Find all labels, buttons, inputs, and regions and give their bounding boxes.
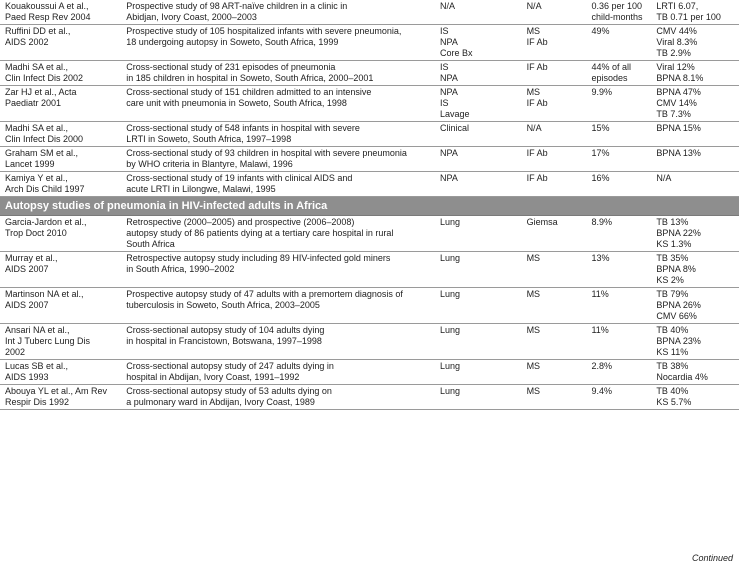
method-cell-line: MS [526,253,541,263]
method-cell [523,0,588,25]
reference-cell-line: Trop Doct 2010 [5,228,67,238]
specimen-cell [436,25,523,61]
findings-cell [652,172,739,197]
rate-cell [587,360,652,385]
rate-cell [587,216,652,252]
method-cell [523,172,588,197]
reference-cell-line: Respir Dis 1992 [5,397,70,407]
method-cell [523,25,588,61]
section-header-row [0,197,739,216]
reference-cell-line: Int J Tuberc Lung Dis [5,336,91,346]
study-design-cell-line: hospital in Abdijan, Ivory Coast, 1991–1992 [126,372,300,382]
reference-cell-line: Paed Resp Rev 2004 [5,12,91,22]
reference-cell-line: AIDS 2007 [5,264,49,274]
findings-cell-line: TB 38% [656,361,689,371]
method-cell-line: N/A [526,123,542,133]
rate-cell-line: 9.4% [591,386,612,396]
method-cell-line: MS [526,361,541,371]
findings-cell-line: TB 13% [656,217,689,227]
rate-cell [587,385,652,410]
specimen-cell-line: NPA [440,148,458,158]
study-design-cell [122,61,436,86]
specimen-cell-line: Clinical [440,123,470,133]
reference-cell [0,252,122,288]
reference-cell-line: Martinson NA et al., [5,289,84,299]
specimen-cell-line: IS [440,98,449,108]
reference-cell [0,147,122,172]
rate-cell [587,25,652,61]
specimen-cell [436,288,523,324]
findings-cell-line: CMV 14% [656,98,697,108]
findings-cell-line: KS 5.7% [656,397,692,407]
reference-cell-line: Lancet 1999 [5,159,55,169]
table-row [0,172,739,197]
method-cell [523,385,588,410]
method-cell [523,61,588,86]
findings-cell [652,0,739,25]
method-cell [523,122,588,147]
study-design-cell-line: in 185 children in hospital in Soweto, South Africa, 2000–2001 [126,73,374,83]
study-design-cell-line: Cross-sectional study of 151 children admitted to an intensive [126,87,372,97]
study-design-cell-line: care unit with pneumonia in Soweto, South Africa, 1998 [126,98,347,108]
specimen-cell [436,147,523,172]
section-title: Autopsy studies of pneumonia in HIV-infected adults in Africa [0,197,739,216]
reference-cell [0,86,122,122]
table-row [0,216,739,252]
study-design-cell [122,122,436,147]
table-body-top [0,0,739,197]
rate-cell [587,61,652,86]
study-design-cell [122,216,436,252]
method-cell-line: IF Ab [526,173,548,183]
study-design-cell-line: in South Africa, 1990–2002 [126,264,235,274]
table-row [0,25,739,61]
table-section-header [0,197,739,216]
findings-cell-line: Viral 8.3% [656,37,698,47]
reference-cell-line: 2002 [5,347,26,357]
method-cell [523,86,588,122]
specimen-cell-line: IS [440,26,449,36]
study-design-cell-line: Retrospective (2000–2005) and prospective (2006–2008) [126,217,355,227]
study-design-cell-line: Cross-sectional study of 231 episodes of pneumonia [126,62,336,72]
reference-cell-line: Ruffini DD et al., [5,26,71,36]
rate-cell [587,324,652,360]
study-design-cell-line: a pulmonary ward in Abdijan, Ivory Coast, 1989 [126,397,315,407]
specimen-cell-line: Lavage [440,109,470,119]
findings-cell [652,288,739,324]
method-cell-line: N/A [526,1,542,11]
specimen-cell-line: Lung [440,289,461,299]
specimen-cell [436,86,523,122]
reference-cell [0,122,122,147]
findings-cell-line: KS 1.3% [656,239,692,249]
study-design-cell-line: Cross-sectional autopsy study of 53 adults dying on [126,386,332,396]
specimen-cell [436,172,523,197]
reference-cell [0,216,122,252]
method-cell-line: IF Ab [526,148,548,158]
findings-cell-line: TB 40% [656,386,689,396]
findings-cell-line: N/A [656,173,672,183]
rate-cell-line: 11% [591,325,609,335]
reference-cell-line: AIDS 1993 [5,372,49,382]
table-body-bottom [0,216,739,410]
specimen-cell-line: Lung [440,253,461,263]
method-cell [523,288,588,324]
reference-cell-line: Clin Infect Dis 2000 [5,134,84,144]
specimen-cell [436,324,523,360]
study-design-cell-line: LRTI in Soweto, South Africa, 1997–1998 [126,134,292,144]
reference-cell [0,360,122,385]
continued-label: Continued [691,553,733,563]
study-design-cell-line: tuberculosis in Soweto, South Africa, 2003–2005 [126,300,320,310]
method-cell-line: MS [526,87,541,97]
reference-cell-line: AIDS 2002 [5,37,49,47]
reference-cell [0,61,122,86]
rate-cell-line: 15% [591,123,610,133]
findings-cell-line: BPNA 8.1% [656,73,704,83]
reference-cell [0,288,122,324]
reference-cell-line: Kamiya Y et al., [5,173,68,183]
specimen-cell-line: NPA [440,87,458,97]
rate-cell-line: 13% [591,253,610,263]
rate-cell-line: 0.36 per 100 [591,1,643,11]
reference-cell-line: Lucas SB et al., [5,361,69,371]
table-row [0,86,739,122]
method-cell-line: MS [526,26,541,36]
table-row [0,122,739,147]
method-cell-line: IF Ab [526,62,548,72]
reference-cell-line: Kouakoussui A et al., [5,1,89,11]
specimen-cell-line: Lung [440,386,461,396]
findings-cell-line: TB 0.71 per 100 [656,12,721,22]
study-design-cell [122,252,436,288]
reference-cell-line: Clin Infect Dis 2002 [5,73,84,83]
study-design-cell-line: acute LRTI in Lilongwe, Malawi, 1995 [126,184,276,194]
study-design-cell-line: 18 undergoing autopsy in Soweto, South Africa, 1999 [126,37,339,47]
reference-cell-line: Ansari NA et al., [5,325,70,335]
specimen-cell-line: IS [440,62,449,72]
reference-cell [0,172,122,197]
method-cell [523,252,588,288]
reference-cell-line: Zar HJ et al., Acta [5,87,77,97]
reference-cell-line: Arch Dis Child 1997 [5,184,85,194]
study-design-cell [122,172,436,197]
specimen-cell-line: Lung [440,325,461,335]
reference-cell [0,385,122,410]
study-design-cell-line: Cross-sectional autopsy study of 247 adults dying in [126,361,334,371]
findings-cell-line: KS 2% [656,275,684,285]
specimen-cell [436,122,523,147]
study-design-cell [122,25,436,61]
study-design-cell [122,86,436,122]
study-design-cell [122,324,436,360]
specimen-cell [436,0,523,25]
study-design-cell [122,385,436,410]
findings-cell-line: Viral 12% [656,62,695,72]
findings-cell-line: TB 2.9% [656,48,691,58]
findings-cell-line: TB 35% [656,253,689,263]
findings-cell-line: BPNA 15% [656,123,701,133]
reference-cell-line: Graham SM et al., [5,148,79,158]
study-design-cell-line: autopsy study of 86 patients dying at a tertiary care hospital in rural [126,228,394,238]
findings-cell [652,216,739,252]
method-cell-line: Giemsa [526,217,558,227]
rate-cell-line: 9.9% [591,87,612,97]
rate-cell-line: 11% [591,289,609,299]
reference-cell-line: Abouya YL et al., Am Rev [5,386,108,396]
study-design-cell-line: Prospective autopsy study of 47 adults with a premortem diagnosis of [126,289,403,299]
study-design-cell [122,288,436,324]
study-design-cell-line: Cross-sectional study of 93 children in hospital with severe pneumonia [126,148,407,158]
specimen-cell [436,385,523,410]
rate-cell [587,172,652,197]
specimen-cell-line: NPA [440,173,458,183]
table-row [0,385,739,410]
method-cell [523,360,588,385]
findings-cell-line: TB 7.3% [656,109,691,119]
findings-cell [652,385,739,410]
findings-cell [652,252,739,288]
reference-cell [0,0,122,25]
findings-cell-line: CMV 66% [656,311,697,321]
table-row [0,324,739,360]
specimen-cell [436,61,523,86]
rate-cell [587,147,652,172]
rate-cell-line: 8.9% [591,217,612,227]
reference-cell-line: Murray et al., [5,253,58,263]
rate-cell-line: 16% [591,173,610,183]
reference-cell [0,25,122,61]
reference-cell-line: Garcia-Jardon et al., [5,217,87,227]
reference-cell-line: AIDS 2007 [5,300,49,310]
rate-cell-line: episodes [591,73,628,83]
study-design-cell [122,147,436,172]
table-row [0,0,739,25]
method-cell [523,324,588,360]
specimen-cell [436,216,523,252]
study-design-cell [122,0,436,25]
table-row [0,61,739,86]
rate-cell [587,122,652,147]
rate-cell-line: 44% of all [591,62,631,72]
table-row [0,147,739,172]
findings-cell [652,324,739,360]
study-design-cell-line: by WHO criteria in Blantyre, Malawi, 1996 [126,159,293,169]
findings-cell-line: Nocardia 4% [656,372,708,382]
findings-cell-line: BPNA 47% [656,87,701,97]
study-design-cell-line: Abidjan, Ivory Coast, 2000–2003 [126,12,257,22]
table-row [0,288,739,324]
findings-cell-line: TB 79% [656,289,689,299]
table-row [0,360,739,385]
findings-cell-line: BPNA 23% [656,336,701,346]
findings-cell-line: BPNA 8% [656,264,696,274]
findings-cell-line: BPNA 22% [656,228,701,238]
specimen-cell [436,252,523,288]
method-cell-line: IF Ab [526,98,548,108]
findings-cell-line: KS 11% [656,347,689,357]
rate-cell [587,86,652,122]
rate-cell-line: 2.8% [591,361,612,371]
findings-cell [652,122,739,147]
reference-cell-line: Madhi SA et al., [5,123,69,133]
study-design-cell-line: Prospective study of 105 hospitalized infants with severe pneumonia, [126,26,402,36]
study-design-cell-line: in hospital in Francistown, Botswana, 1997–1998 [126,336,322,346]
study-design-cell-line: South Africa [126,239,175,249]
findings-cell [652,61,739,86]
method-cell-line: MS [526,325,541,335]
study-design-cell-line: Cross-sectional autopsy study of 104 adults dying [126,325,325,335]
findings-cell-line: BPNA 13% [656,148,701,158]
table-row [0,252,739,288]
rate-cell [587,288,652,324]
specimen-cell-line: Lung [440,217,461,227]
method-cell-line: IF Ab [526,37,548,47]
method-cell-line: MS [526,289,541,299]
study-design-cell-line: Cross-sectional study of 19 infants with clinical AIDS and [126,173,353,183]
findings-cell-line: CMV 44% [656,26,697,36]
rate-cell-line: child-months [591,12,643,22]
findings-cell-line: LRTI 6.07, [656,1,699,11]
specimen-cell-line: Lung [440,361,461,371]
rate-cell-line: 17% [591,148,610,158]
specimen-cell-line: N/A [440,1,456,11]
findings-cell [652,360,739,385]
specimen-cell-line: NPA [440,37,458,47]
specimen-cell-line: NPA [440,73,458,83]
findings-cell [652,86,739,122]
findings-cell-line: BPNA 26% [656,300,701,310]
study-design-cell-line: Prospective study of 98 ART-naïve children in a clinic in [126,1,348,11]
specimen-cell-line: Core Bx [440,48,473,58]
study-design-cell [122,360,436,385]
specimen-cell [436,360,523,385]
rate-cell [587,0,652,25]
method-cell [523,216,588,252]
study-design-cell-line: Cross-sectional study of 548 infants in hospital with severe [126,123,360,133]
reference-cell-line: Madhi SA et al., [5,62,69,72]
study-design-cell-line: Retrospective autopsy study including 89 HIV-infected gold miners [126,253,391,263]
method-cell-line: MS [526,386,541,396]
findings-cell-line: TB 40% [656,325,689,335]
rate-cell-line: 49% [591,26,610,36]
rate-cell [587,252,652,288]
reference-cell [0,324,122,360]
findings-cell [652,25,739,61]
reference-cell-line: Paediatr 2001 [5,98,62,108]
method-cell [523,147,588,172]
findings-cell [652,147,739,172]
